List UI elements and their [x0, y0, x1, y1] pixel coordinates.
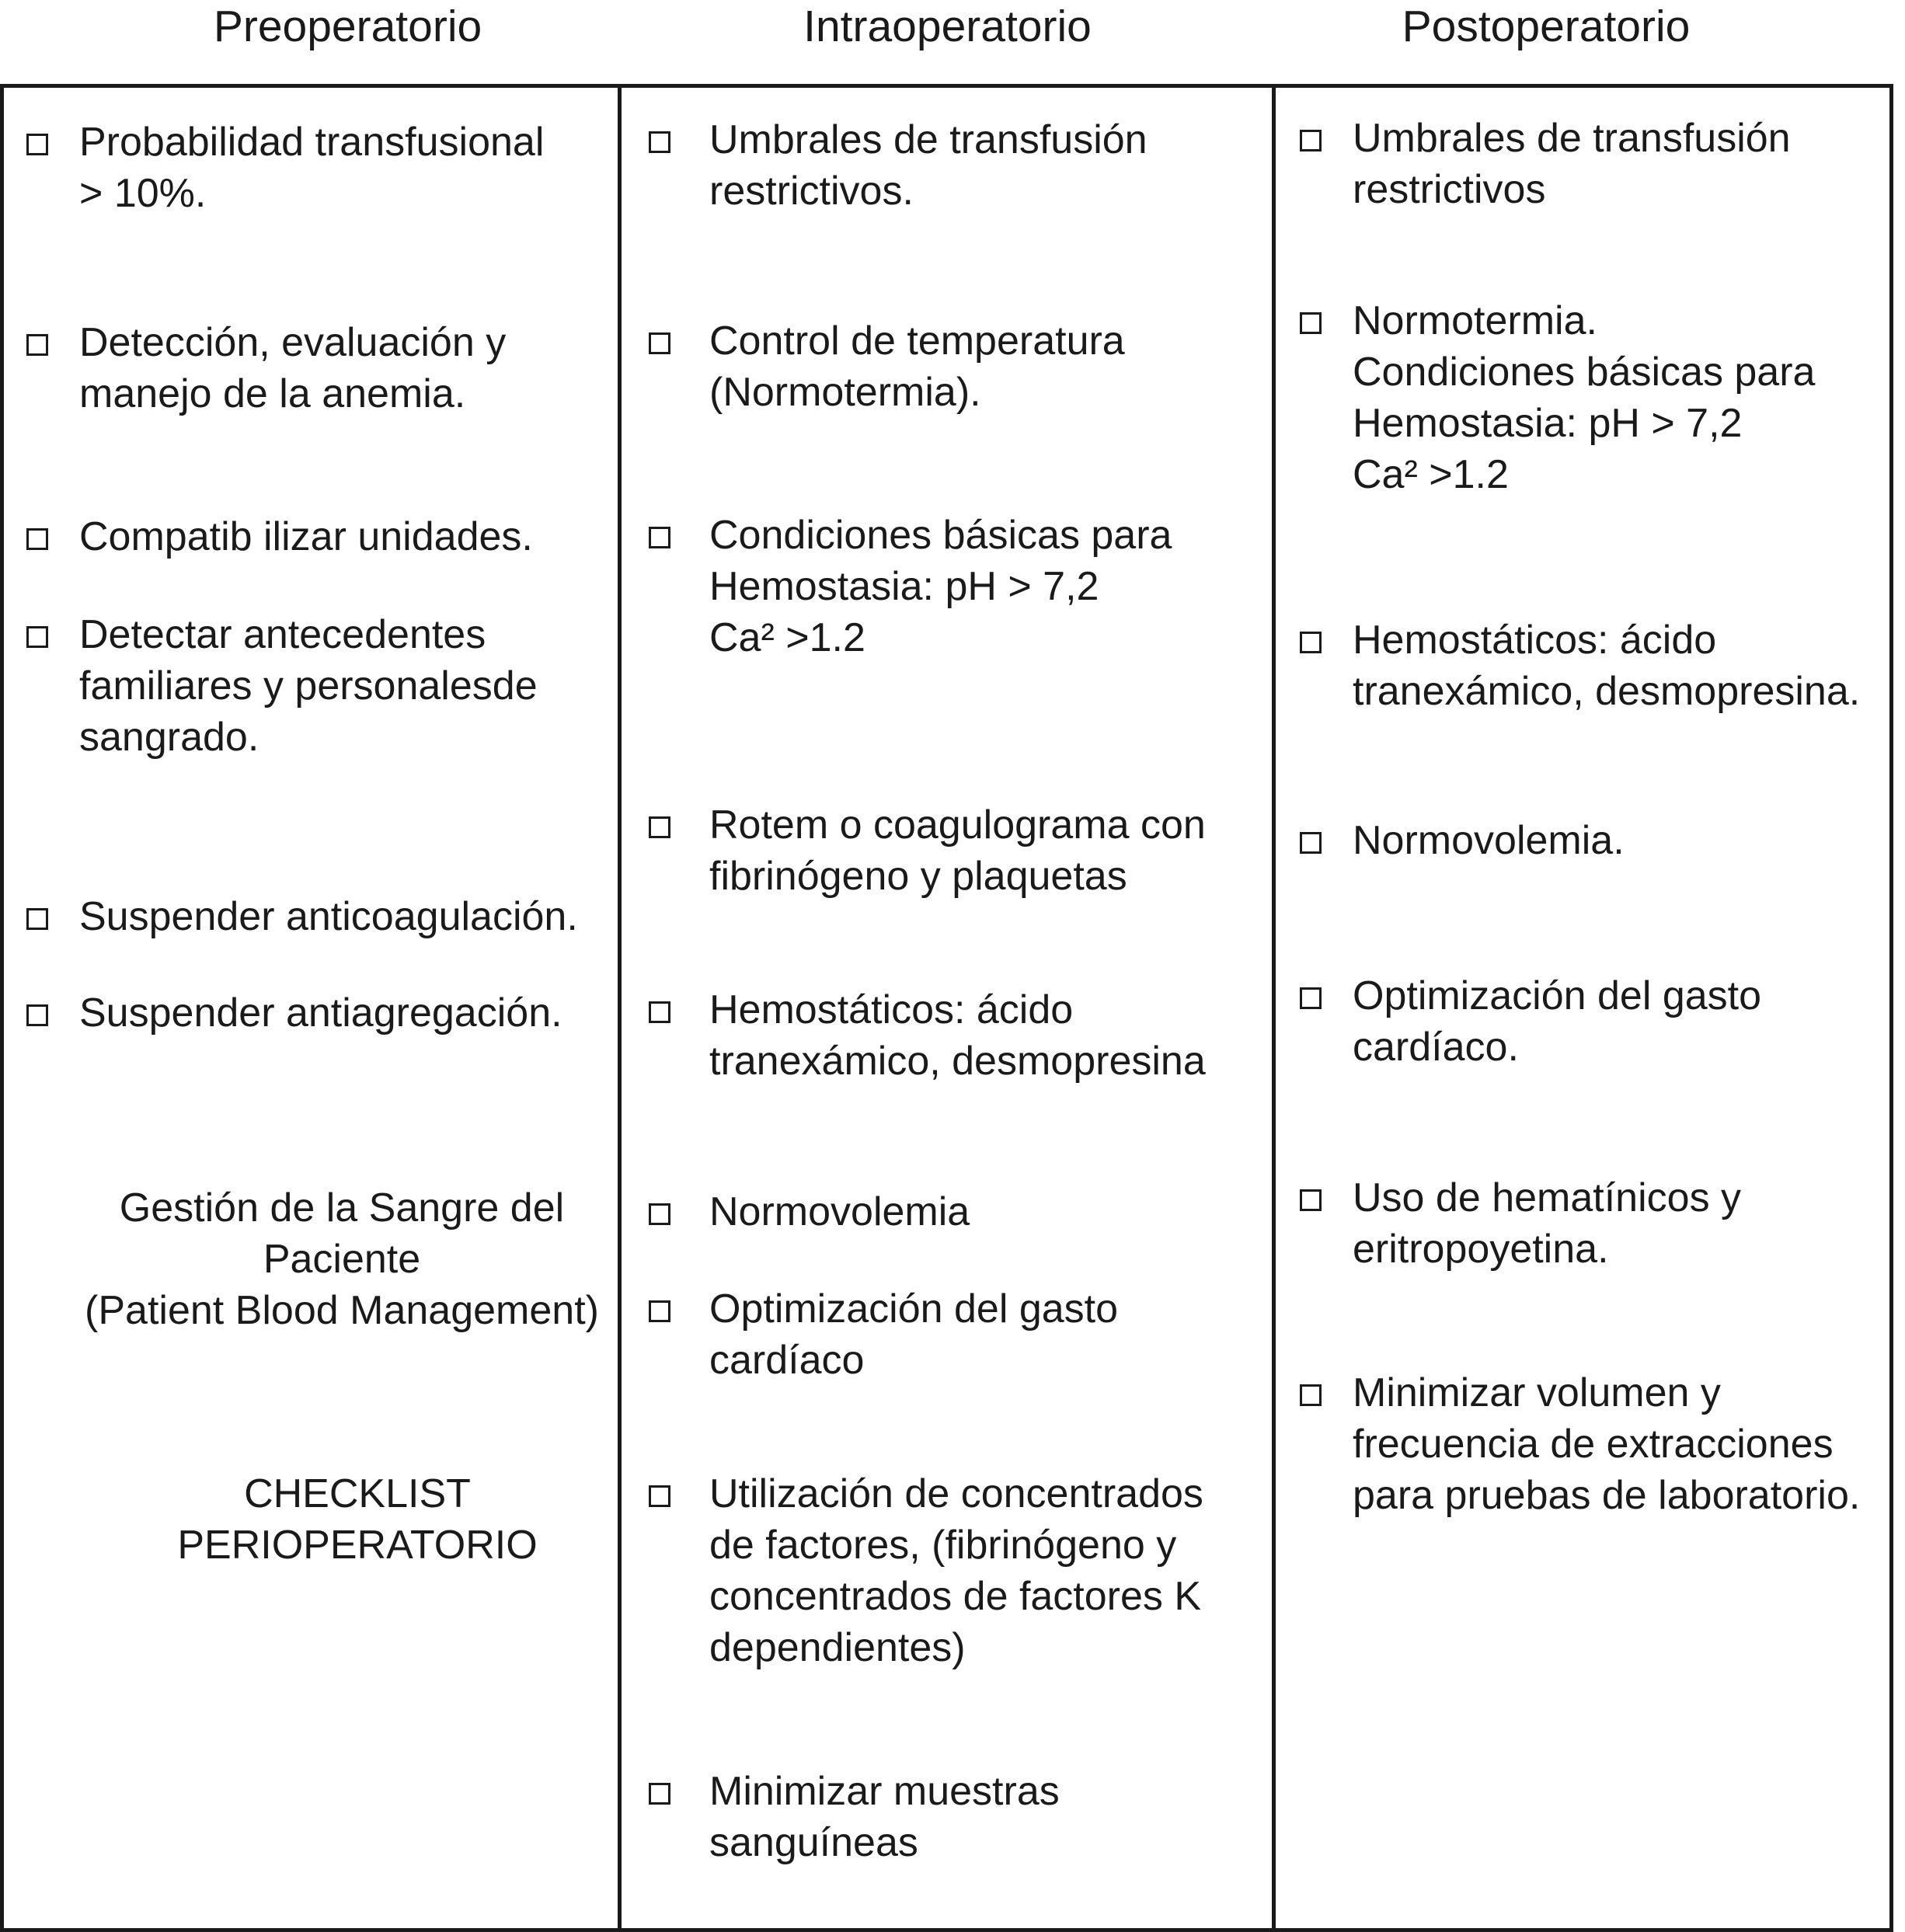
- item-label: Optimización del gasto cardíaco: [709, 1286, 1119, 1383]
- column-divider-2: [1272, 84, 1276, 1932]
- checklist-item: [649, 984, 1206, 1087]
- checklist-item: [26, 511, 533, 562]
- checkbox-icon[interactable]: [26, 334, 48, 356]
- item-label: Detectar antecedentes familiares y personalesde sangrado.: [79, 612, 538, 760]
- item-label: Normovolemia.: [1353, 818, 1625, 863]
- checkbox-icon[interactable]: [649, 1203, 670, 1225]
- item-label: Minimizar volumen y frecuencia de extracciones para pruebas de laboratorio.: [1353, 1370, 1861, 1518]
- item-label: Condiciones básicas para Hemostasia: pH > 7,2 Ca² >1.2: [709, 513, 1172, 660]
- column-divider-1: [618, 84, 622, 1932]
- checkbox-icon[interactable]: [1300, 632, 1322, 653]
- checklist-item: [26, 117, 544, 219]
- checkbox-icon[interactable]: [1300, 832, 1322, 854]
- checklist-item: [649, 1283, 1118, 1386]
- item-label: Hemostáticos: ácido tranexámico, desmopresina: [709, 987, 1206, 1084]
- checklist-item: [1300, 1367, 1860, 1521]
- checklist-item: [26, 317, 506, 419]
- checklist-item: [649, 510, 1172, 663]
- checkbox-icon[interactable]: [1300, 312, 1322, 334]
- checklist-item: [649, 315, 1125, 418]
- checkbox-icon[interactable]: [26, 1004, 48, 1026]
- item-label: Control de temperatura (Normotermia).: [709, 319, 1125, 415]
- checkbox-icon[interactable]: [26, 908, 48, 930]
- item-label: Probabilidad transfusional > 10%.: [79, 120, 545, 216]
- checkbox-icon[interactable]: [649, 1783, 670, 1805]
- item-label: Suspender anticoagulación.: [79, 894, 578, 939]
- pbm-title: Gestión de la Sangre del Paciente (Patient Blood Management): [85, 1185, 599, 1333]
- checklist-item: [26, 891, 578, 942]
- checklist-title: CHECKLIST PERIOPERATORIO: [177, 1471, 538, 1568]
- checkbox-icon[interactable]: [649, 816, 670, 838]
- checkbox-icon[interactable]: [26, 134, 48, 155]
- checkbox-icon[interactable]: [26, 626, 48, 648]
- item-label: Normotermia. Condiciones básicas para Hemostasia: pH > 7,2 Ca² >1.2: [1353, 298, 1816, 497]
- checklist-item: [1300, 1172, 1741, 1275]
- item-label: Compatib ilizar unidades.: [79, 514, 533, 559]
- checkbox-icon[interactable]: [649, 1300, 670, 1322]
- header-intraoperatorio: Intraoperatorio: [803, 2, 1092, 51]
- checkbox-icon[interactable]: [649, 332, 670, 354]
- checkbox-icon[interactable]: [649, 527, 670, 548]
- checkbox-icon[interactable]: [649, 1001, 670, 1023]
- checkbox-icon[interactable]: [1300, 987, 1322, 1009]
- checklist-item: [649, 1766, 1060, 1868]
- item-label: Detección, evaluación y manejo de la anemia.: [79, 320, 507, 416]
- checklist-item: [1300, 815, 1625, 866]
- item-label: Uso de hematínicos y eritropoyetina.: [1353, 1175, 1742, 1272]
- item-label: Normovolemia: [709, 1189, 970, 1234]
- item-label: Optimización del gasto cardíaco.: [1353, 973, 1762, 1070]
- item-label: Utilización de concentrados de factores, (fibrinógeno y concentrados de factores K dependientes): [709, 1471, 1203, 1670]
- checklist-item: [26, 987, 562, 1039]
- item-label: Minimizar muestras sanguíneas: [709, 1769, 1060, 1865]
- header-preoperatorio: Preoperatorio: [213, 2, 482, 51]
- item-label: Rotem o coagulograma con fibrinógeno y plaquetas: [709, 802, 1206, 899]
- checklist-item: [649, 114, 1148, 217]
- item-label: Suspender antiagregación.: [79, 990, 562, 1036]
- checklist-item: [649, 1186, 970, 1238]
- checklist-item: [649, 799, 1206, 902]
- header-postoperatorio: Postoperatorio: [1402, 2, 1691, 51]
- checklist-item: [1300, 970, 1761, 1073]
- checklist-item: [649, 1468, 1203, 1673]
- checklist-item: [1300, 113, 1791, 215]
- item-label: Hemostáticos: ácido tranexámico, desmopresina.: [1353, 618, 1861, 714]
- checkbox-icon[interactable]: [649, 1485, 670, 1507]
- checkbox-icon[interactable]: [1300, 130, 1322, 151]
- checkbox-icon[interactable]: [26, 528, 48, 550]
- item-label: Umbrales de transfusión restrictivos: [1353, 116, 1791, 212]
- checklist-item: [26, 609, 538, 763]
- checklist-item: [1300, 295, 1815, 500]
- checkbox-icon[interactable]: [1300, 1189, 1322, 1211]
- item-label: Umbrales de transfusión restrictivos.: [709, 117, 1148, 214]
- checkbox-icon[interactable]: [649, 131, 670, 153]
- checklist-item: [1300, 614, 1860, 717]
- checkbox-icon[interactable]: [1300, 1384, 1322, 1406]
